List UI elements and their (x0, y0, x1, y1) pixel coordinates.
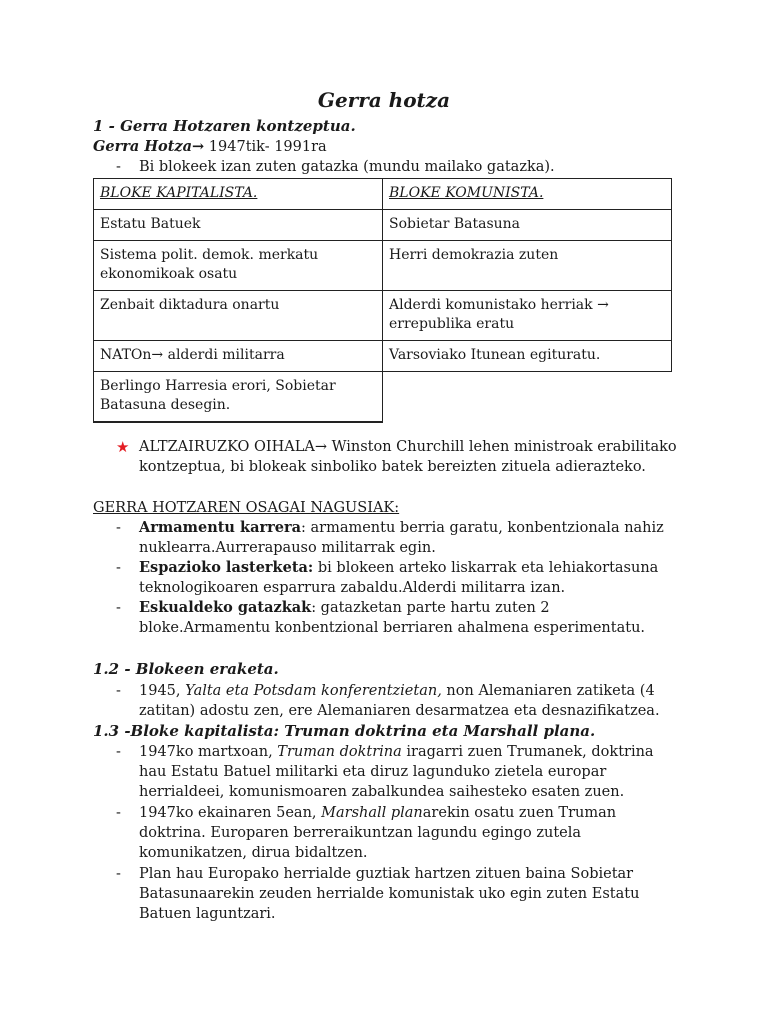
table-cell: Sobietar Batasuna (383, 210, 672, 241)
section-1-2-heading: 1.2 - Blokeen eraketa. (93, 660, 279, 678)
list-item: - 1945, Yalta eta Potsdam konferentzietan, non Alemaniaren zatiketa (4 zatitan) adostu zen, ere Alemaniaren desarmatzea eta desnazifikatzea. (116, 683, 660, 719)
table-header-cell: BLOKE KAPITALISTA. (94, 179, 383, 210)
dash: - (116, 159, 121, 175)
comparison-table (93, 178, 672, 423)
list-item-text: Bi blokeek izan zuten gatazka (mundu mailako gatazka). (139, 159, 555, 175)
star-note-text: ALTZAIRUZKO OIHALA→ Winston Churchill lehen ministroak erabilitako kontzeptua, bi blokeak sinboliko batek bereizten zituela adierazteko. (139, 439, 677, 475)
page-title: Gerra hotza (317, 88, 451, 112)
table-row (94, 341, 672, 372)
item-text: bi blokeen arteko liskarrak eta lehiakortasuna teknologikoaren esparrura zabaldu.Alderdi militarra izan. (139, 560, 659, 596)
star-icon: ★ (116, 438, 130, 456)
list-item (93, 558, 683, 598)
table-cell: Zenbait diktadura onartu (94, 291, 383, 341)
arrow: → (192, 138, 205, 155)
term: Gerra Hotza (93, 138, 193, 155)
list-item (93, 157, 683, 177)
dash: - (116, 805, 121, 821)
gerra-hotza-definition (93, 137, 327, 157)
table-row (94, 210, 672, 241)
item-bold: Armamentu karrera (139, 519, 302, 536)
item-text: : armamentu berria garatu, konbentzionala nahiz nuklearra.Aurrerapauso militarrak egin. (139, 520, 664, 556)
list-item: - Plan hau Europako herrialde guztiak hartzen zituen baina Sobietar Batasunaarekin zeuden herrialde komunistak uko egin zuten Estatu Batuen laguntzari. (116, 866, 640, 922)
dash: - (116, 560, 121, 576)
dash: - (116, 520, 121, 536)
table-row (94, 241, 672, 291)
list-item: - 1947ko ekainaren 5ean, Marshall planarekin osatu zuen Truman doktrina. Europaren berreraikuntzan lagundu egingo zutela komunikatzen, dirua bidaltzen. (116, 805, 617, 861)
list-item: - 1947ko martxoan, Truman doktrina iragarri zuen Trumanek, doktrina hau Estatu Batuel militarki eta diruz lagunduko zietela europar herrialdeei, komunismoaren zabalkundea saihesteko esaten zuen. (116, 744, 654, 800)
years: 1947tik- 1991ra (204, 139, 327, 155)
table-cell: Sistema polit. demok. merkatu ekonomikoak osatu (94, 241, 383, 291)
table-cell: Estatu Batuek (94, 210, 383, 241)
table-header-cell: BLOKE KOMUNISTA. (383, 179, 672, 210)
table-cell: Varsoviako Itunean egituratu. (383, 341, 672, 372)
dash: - (116, 744, 121, 760)
table-cell: NATOn→ alderdi militarra (94, 341, 383, 372)
table-cell: Herri demokrazia zuten (383, 241, 672, 291)
components-heading: GERRA HOTZAREN OSAGAI NAGUSIAK: (93, 500, 400, 516)
dash: - (116, 866, 121, 882)
dash: - (116, 683, 121, 699)
table-cell: Alderdi komunistako herriak → errepublika eratu (383, 291, 672, 341)
table-header-row (94, 179, 672, 210)
list-item (93, 518, 683, 558)
section-1-3-heading: 1.3 -Bloke kapitalista: Truman doktrina eta Marshall plana. (93, 722, 596, 740)
table-row (94, 372, 672, 423)
list-item (93, 598, 683, 638)
dash: - (116, 600, 121, 616)
item-bold: Espazioko lasterketa: (139, 559, 314, 576)
table-cell: Berlingo Harresia erori, Sobietar Batasuna desegin. (94, 372, 383, 423)
item-text: : gatazketan parte hartu zuten 2 bloke.Armamentu konbentzional berriaren ahalmena esperimentatu. (139, 600, 646, 636)
item-bold: Eskualdeko gatazkak (139, 599, 312, 616)
table-cell-empty (383, 372, 672, 423)
table-row (94, 291, 672, 341)
section-1-heading: 1 - Gerra Hotzaren kontzeptua. (93, 117, 356, 135)
